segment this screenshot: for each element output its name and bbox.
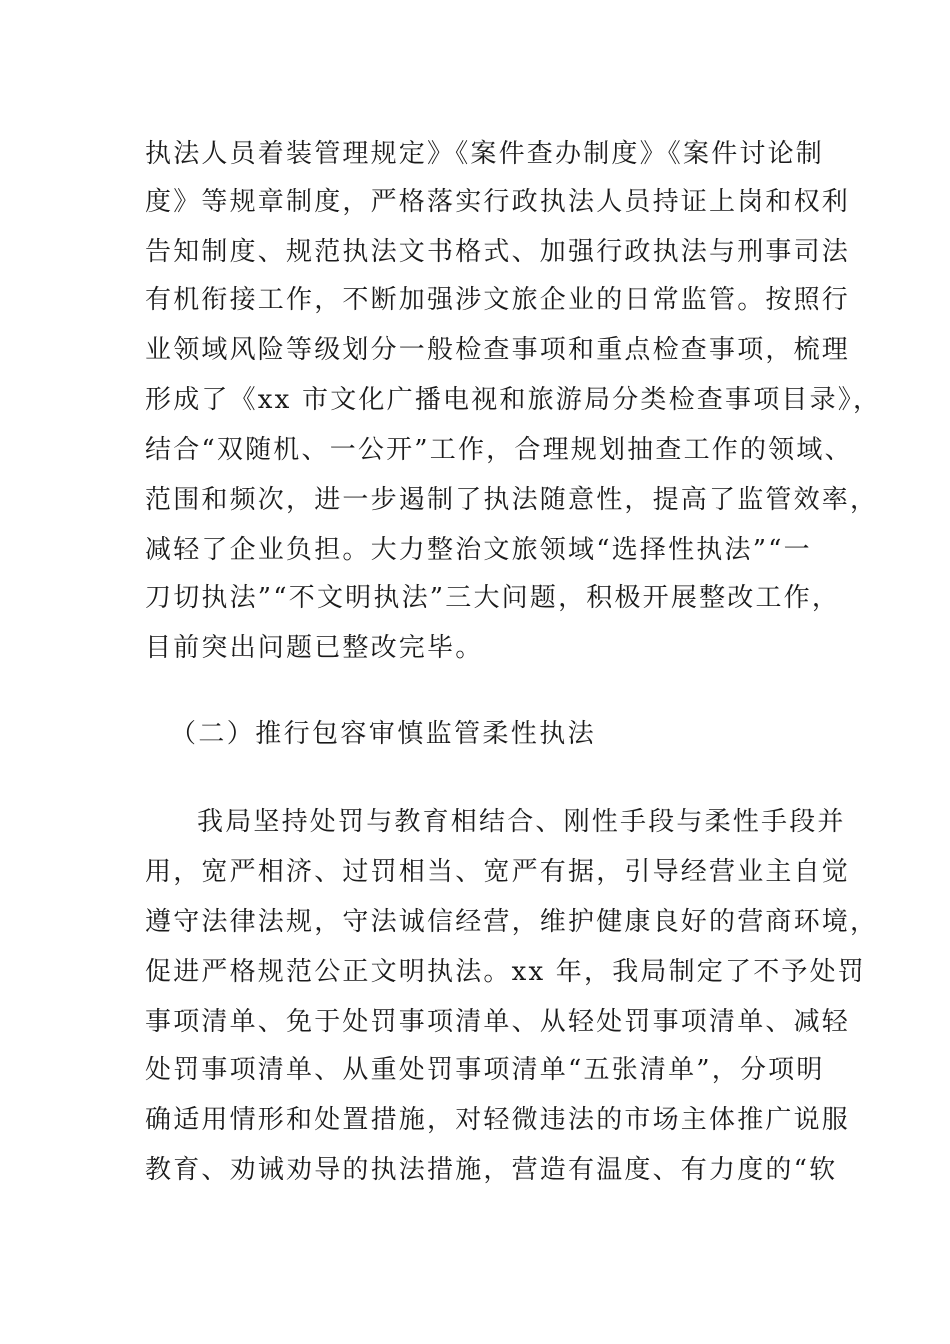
paragraph-1-line-6: 形成了《xx 市文化广播电视和旅游局分类检查事项目录》，	[145, 385, 882, 415]
paragraph-2-line-4: 促进严格规范公正文明执法。xx 年，我局制定了不予处罚	[145, 957, 866, 987]
paragraph-1-line-4: 有机衔接工作，不断加强涉文旅企业的日常监管。按照行	[145, 285, 851, 315]
paragraph-2-line-5: 事项清单、免于处罚事项清单、从轻处罚事项清单、减轻	[145, 1007, 851, 1037]
paragraph-1-line-9: 减轻了企业负担。大力整治文旅领域“选择性执法”“一	[145, 535, 812, 565]
paragraph-2-line-1: 我局坚持处罚与教育相结合、刚性手段与柔性手段并	[197, 807, 846, 837]
paragraph-2-line-2: 用，宽严相济、过罚相当、宽严有据，引导经营业主自觉	[145, 857, 851, 887]
paragraph-2-line-7: 确适用情形和处置措施，对轻微违法的市场主体推广说服	[145, 1105, 851, 1135]
paragraph-2-line-8: 教育、劝诫劝导的执法措施，营造有温度、有力度的“软	[145, 1155, 838, 1185]
paragraph-1-line-5: 业领域风险等级划分一般检查事项和重点检查事项，梳理	[145, 335, 851, 365]
paragraph-2-line-6: 处罚事项清单、从重处罚事项清单“五张清单”，分项明	[145, 1055, 825, 1085]
paragraph-2-line-3: 遵守法律法规，守法诚信经营，维护健康良好的营商环境，	[145, 907, 879, 937]
paragraph-1-line-8: 范围和频次，进一步遏制了执法随意性，提高了监管效率，	[145, 485, 879, 515]
paragraph-1-line-10: 刀切执法”“不文明执法”三大问题，积极开展整改工作，	[145, 583, 841, 613]
paragraph-1-line-2: 度》等规章制度，严格落实行政执法人员持证上岗和权利	[145, 187, 851, 217]
paragraph-1-line-3: 告知制度、规范执法文书格式、加强行政执法与刑事司法	[145, 237, 851, 267]
section-heading: （二）推行包容审慎监管柔性执法	[170, 719, 597, 749]
paragraph-1-line-1: 执法人员着装管理规定》《案件查办制度》《案件讨论制	[145, 139, 825, 169]
paragraph-1-line-11: 目前突出问题已整改完毕。	[145, 633, 484, 663]
paragraph-1-line-7: 结合“双随机、一公开”工作，合理规划抽查工作的领域、	[145, 435, 853, 465]
